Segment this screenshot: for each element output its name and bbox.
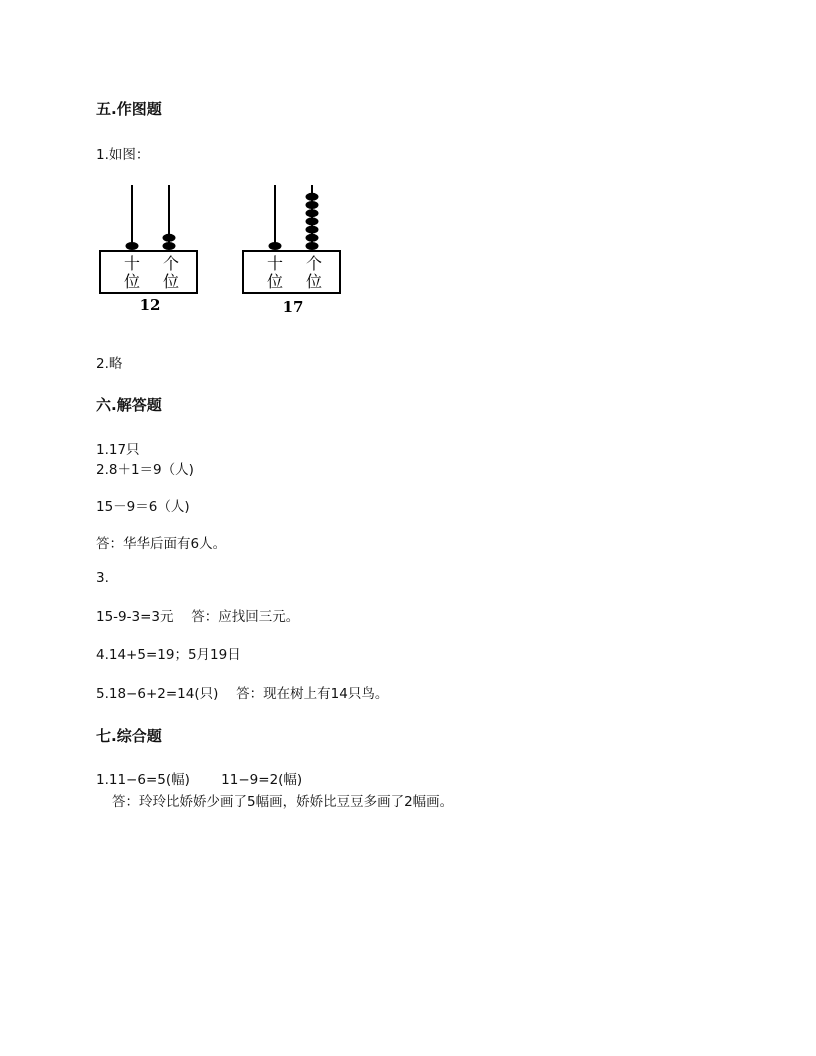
ones-label-top: 个 (305, 254, 323, 273)
tens-label-top: 十 (123, 254, 141, 273)
abacus-bead (269, 242, 282, 250)
abacus-bead (306, 217, 319, 225)
tens-label-bottom: 位 (123, 272, 141, 291)
tens-beads (269, 242, 282, 250)
answer-line: 3. (96, 570, 109, 586)
abacus-bead (163, 234, 176, 242)
ones-label-top: 个 (162, 254, 180, 273)
abacus-caption: 17 (282, 298, 304, 316)
abacus-bead (306, 234, 319, 242)
q2-label: 2.略 (96, 356, 123, 372)
abacus-figure-12 (98, 182, 202, 321)
tens-beads (126, 242, 139, 250)
abacus-frame (100, 251, 197, 293)
abacus-bead (306, 209, 319, 217)
abacus-bead (306, 193, 319, 201)
answer-line: 1.17只 (96, 442, 140, 458)
abacus-frame (243, 251, 340, 293)
abacus-bead (306, 242, 319, 250)
abacus-bead (306, 201, 319, 209)
abacus-bead (163, 242, 176, 250)
section-heading-five: 五.作图题 (96, 100, 162, 118)
abacus-bead (126, 242, 139, 250)
answer-line: 15－9＝6（人) (96, 499, 190, 515)
abacus-caption: 12 (139, 296, 161, 314)
answer-line: 5.18−6+2=14(只) 答：现在树上有14只鸟。 (96, 686, 389, 702)
abacus-svg-12 (98, 182, 202, 317)
answer-line: 1.11−6=5(幅) 11−9=2(幅) (96, 772, 303, 788)
section-heading-six: 六.解答题 (96, 396, 162, 414)
answer-line: 4.14+5=19；5月19日 (96, 647, 241, 663)
q1-label: 1.如图： (96, 147, 150, 163)
tens-label-top: 十 (266, 254, 284, 273)
answer-line: 答：玲玲比娇娇少画了5幅画，娇娇比豆豆多画了2幅画。 (112, 794, 454, 810)
ones-label-bottom: 位 (162, 272, 180, 291)
answer-line: 15-9-3=3元 答：应找回三元。 (96, 609, 300, 625)
answer-line: 答：华华后面有6人。 (96, 536, 227, 552)
tens-label-bottom: 位 (266, 272, 284, 291)
abacus-figure-17 (241, 182, 345, 321)
ones-beads (306, 193, 319, 250)
abacus-bead (306, 226, 319, 234)
ones-label-bottom: 位 (305, 272, 323, 291)
section-heading-seven: 七.综合题 (96, 727, 162, 745)
abacus-svg-17 (241, 182, 345, 317)
answer-line: 2.8＋1＝9（人) (96, 462, 194, 478)
